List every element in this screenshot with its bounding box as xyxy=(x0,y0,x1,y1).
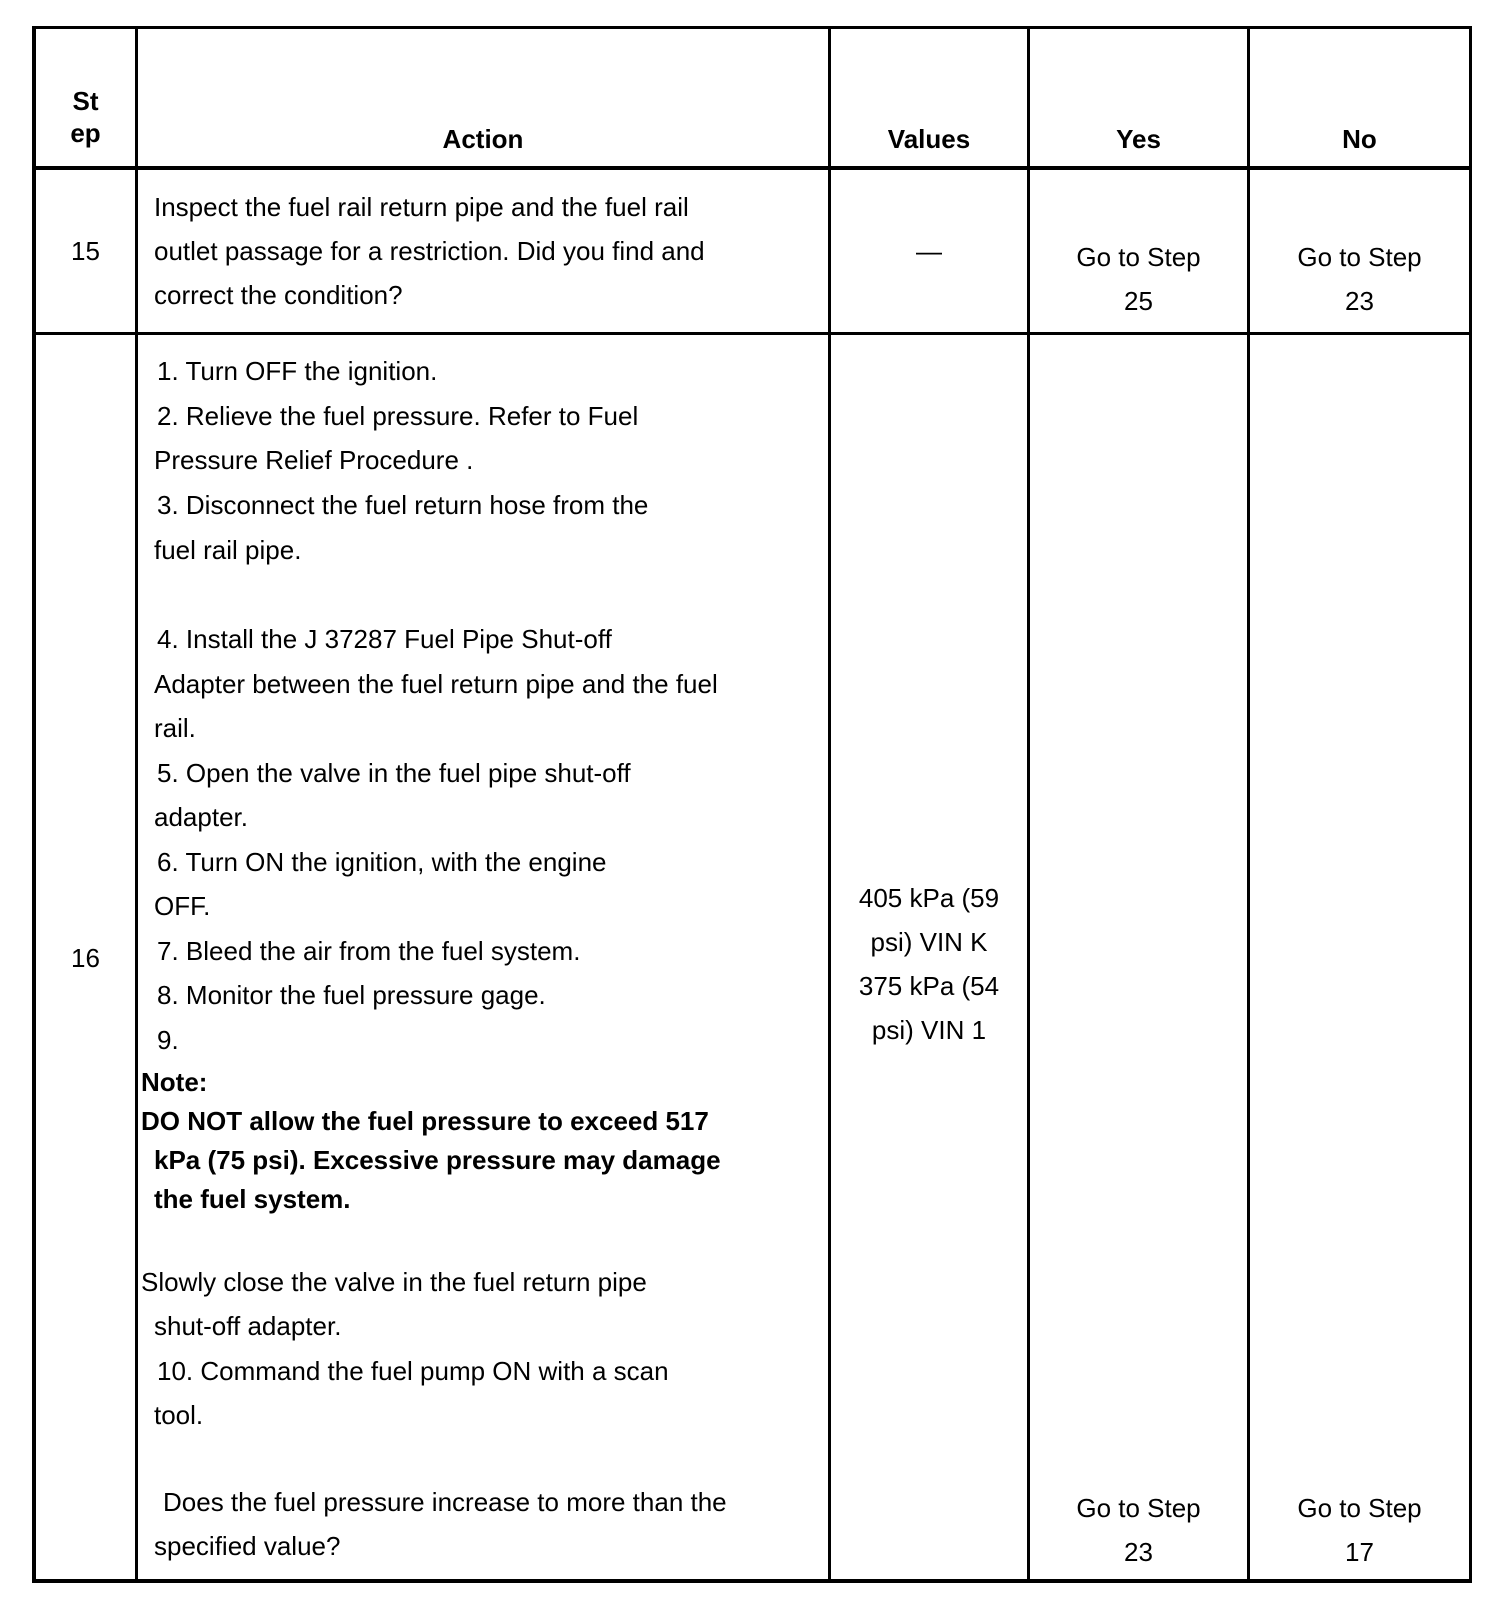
values-line: psi) VIN K xyxy=(870,927,988,957)
action-line: 3. Disconnect the fuel return hose from the xyxy=(157,490,649,520)
yes-cell-step: 25 xyxy=(1124,286,1153,316)
action-line: 5. Open the valve in the fuel pipe shut-off xyxy=(157,758,631,788)
yes-cell-label: Go to Step xyxy=(1076,242,1201,272)
action-line: 6. Turn ON the ignition, with the engine xyxy=(157,847,607,877)
header-step-line1: St xyxy=(72,86,99,116)
question-line: Does the fuel pressure increase to more than the xyxy=(163,1487,727,1517)
no-cell-step: 17 xyxy=(1345,1537,1374,1567)
yes-cell-step: 23 xyxy=(1124,1537,1153,1567)
col-divider-step xyxy=(135,26,138,1583)
action-line: correct the condition? xyxy=(154,280,403,310)
yes-cell xyxy=(1030,235,1247,323)
action-line: 4. Install the J 37287 Fuel Pipe Shut-off xyxy=(157,624,612,654)
action-line: shut-off adapter. xyxy=(154,1311,342,1341)
action-line: outlet passage for a restriction. Did you find and xyxy=(154,236,705,266)
action-line: fuel rail pipe. xyxy=(154,535,302,565)
action-line: 8. Monitor the fuel pressure gage. xyxy=(157,980,546,1010)
header-action: Action xyxy=(442,124,524,154)
yes-cell-label: Go to Step xyxy=(1076,1493,1201,1523)
values-cell xyxy=(831,876,1027,1052)
action-line: tool. xyxy=(154,1400,204,1430)
action-line: 1. Turn OFF the ignition. xyxy=(157,356,438,386)
no-cell xyxy=(1250,235,1469,323)
step-number: 15 xyxy=(71,236,100,266)
col-divider-right xyxy=(1469,26,1472,1583)
step-number: 16 xyxy=(71,943,100,973)
note-label: Note: xyxy=(141,1067,208,1097)
no-cell-label: Go to Step xyxy=(1297,1493,1422,1523)
row-divider xyxy=(32,332,1472,335)
action-line: 10. Command the fuel pump ON with a scan xyxy=(157,1356,669,1386)
values-line: 405 kPa (59 xyxy=(858,883,1000,913)
values-line: 375 kPa (54 xyxy=(858,971,1000,1001)
no-cell-label: Go to Step xyxy=(1297,242,1422,272)
action-line: Adapter between the fuel return pipe and the fuel xyxy=(154,669,718,699)
action-line: Slowly close the valve in the fuel return pipe xyxy=(141,1267,647,1297)
action-line: OFF. xyxy=(154,891,211,921)
no-cell xyxy=(1250,1486,1469,1574)
action-line: rail. xyxy=(154,713,196,743)
action-line: 9. xyxy=(157,1025,179,1055)
yes-cell xyxy=(1030,1486,1247,1574)
action-line: Inspect the fuel rail return pipe and the fuel rail xyxy=(154,192,689,222)
header-divider xyxy=(32,166,1472,170)
table-border-top xyxy=(32,26,1472,29)
header-no: No xyxy=(1342,124,1377,154)
question-line: specified value? xyxy=(154,1531,341,1561)
header-step-line2: ep xyxy=(70,118,101,148)
no-cell-step: 23 xyxy=(1345,286,1374,316)
action-line: 7. Bleed the air from the fuel system. xyxy=(157,936,581,966)
values-cell: — xyxy=(916,236,942,266)
action-line: adapter. xyxy=(154,802,248,832)
action-line: Pressure Relief Procedure . xyxy=(154,445,474,475)
header-values: Values xyxy=(887,124,971,154)
table-border-bottom xyxy=(32,1579,1472,1583)
note-line: the fuel system. xyxy=(154,1184,351,1214)
note-line: kPa (75 psi). Excessive pressure may damage xyxy=(154,1145,721,1175)
header-step xyxy=(36,85,135,149)
header-yes: Yes xyxy=(1116,124,1161,154)
values-line: psi) VIN 1 xyxy=(871,1015,987,1045)
note-line: DO NOT allow the fuel pressure to exceed 517 xyxy=(141,1106,709,1136)
action-line: 2. Relieve the fuel pressure. Refer to Fuel xyxy=(157,401,639,431)
